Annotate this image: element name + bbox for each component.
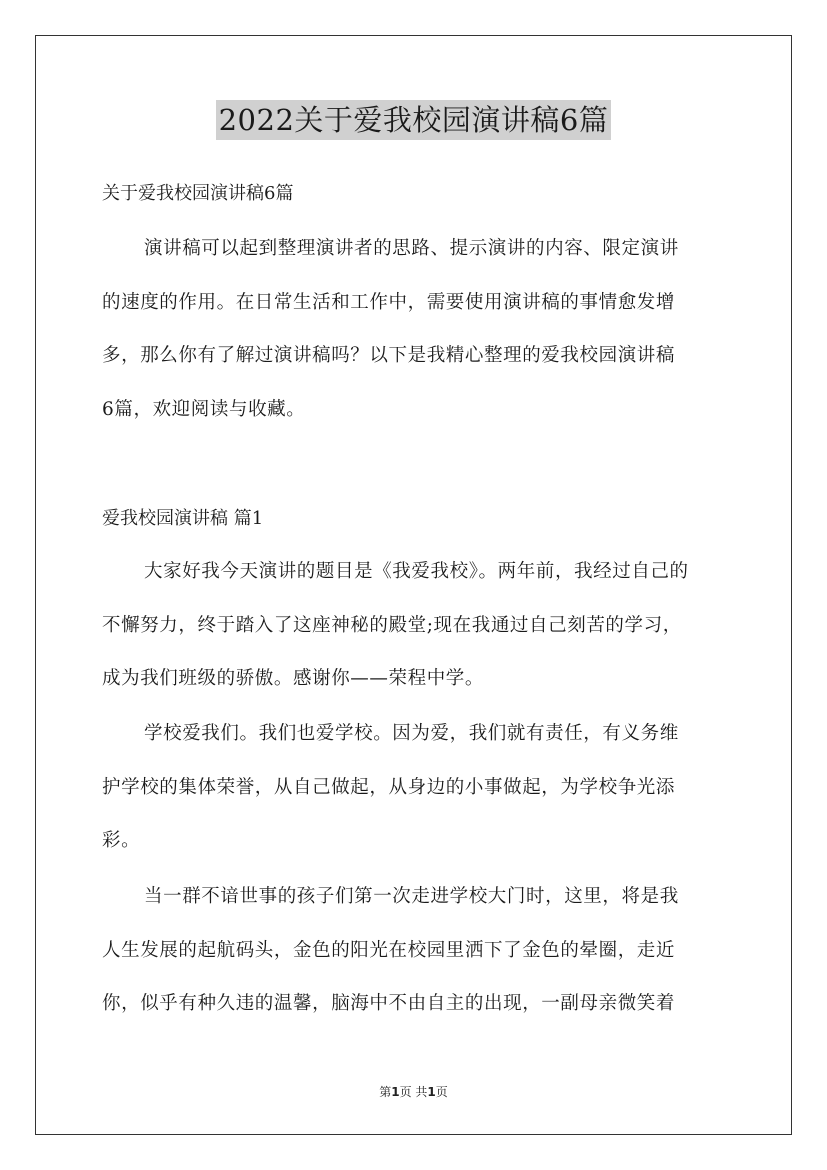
intro-line: 多，那么你有了解过演讲稿吗？以下是我精心整理的爱我校园演讲稿 bbox=[102, 345, 676, 366]
paragraph-line: 成为我们班级的骄傲。感谢你——荣程中学。 bbox=[102, 668, 485, 689]
title-container bbox=[0, 100, 827, 140]
paragraph-line: 大家好我今天演讲的题目是《我爱我校》。两年前，我经过自己的 bbox=[144, 561, 689, 582]
intro-line: 的速度的作用。在日常生活和工作中，需要使用演讲稿的事情愈发增 bbox=[102, 291, 676, 313]
footer-mid: 页 共 bbox=[399, 1085, 428, 1099]
paragraph-line: 当一群不谙世事的孩子们第一次走进学校大门时，这里，将是我 bbox=[144, 886, 679, 907]
footer-prefix: 第 bbox=[379, 1085, 392, 1099]
intro-paragraph bbox=[102, 222, 726, 436]
paragraph-3 bbox=[102, 870, 726, 1031]
section-heading: 爱我校园演讲稿 篇1 bbox=[102, 508, 264, 529]
paragraph-2 bbox=[102, 707, 726, 868]
paragraph-line: 学校爱我们。我们也爱学校。因为爱，我们就有责任，有义务维 bbox=[144, 723, 679, 744]
intro-line: 6篇，欢迎阅读与收藏。 bbox=[102, 398, 306, 420]
intro-line: 演讲稿可以起到整理演讲者的思路、提示演讲的内容、限定演讲 bbox=[144, 238, 679, 259]
total-page-number: 1 bbox=[427, 1085, 436, 1099]
page-footer bbox=[0, 1083, 827, 1100]
paragraph-line: 护学校的集体荣誉，从自己做起，从身边的小事做起，为学校争光添 bbox=[102, 776, 676, 798]
footer-suffix: 页 bbox=[435, 1085, 448, 1099]
paragraph-1 bbox=[102, 545, 726, 706]
current-page-number: 1 bbox=[391, 1085, 400, 1099]
document-title: 2022关于爱我校园演讲稿6篇 bbox=[216, 100, 612, 140]
paragraph-line: 人生发展的起航码头，金色的阳光在校园里洒下了金色的晕圈，走近 bbox=[102, 939, 676, 961]
paragraph-line: 彩。 bbox=[102, 830, 141, 851]
paragraph-line: 你，似乎有种久违的温馨，脑海中不由自主的出现，一副母亲微笑着 bbox=[102, 993, 676, 1014]
document-subtitle: 关于爱我校园演讲稿6篇 bbox=[102, 183, 294, 204]
paragraph-line: 不懈努力，终于踏入了这座神秘的殿堂;现在我通过自己刻苦的学习， bbox=[102, 614, 682, 636]
